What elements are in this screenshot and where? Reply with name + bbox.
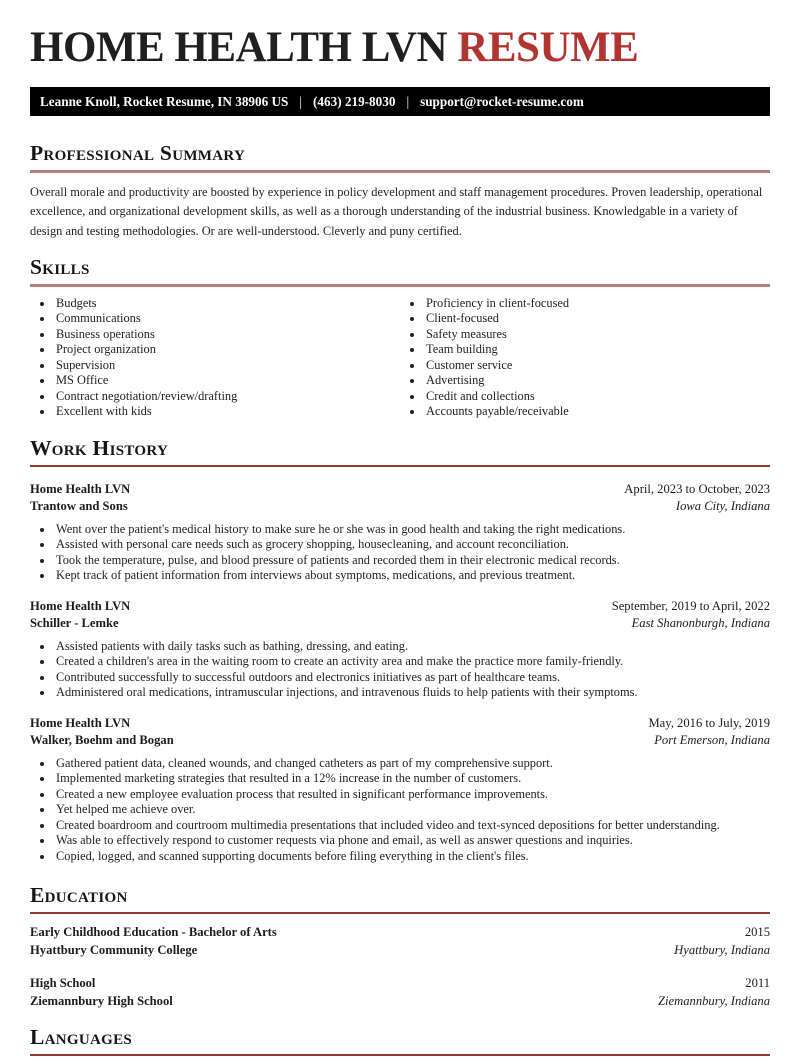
contact-name-location: Leanne Knoll, Rocket Resume, IN 38906 US	[40, 93, 289, 109]
education-school-row	[30, 942, 770, 960]
job-company: Schiller - Lemke	[30, 616, 119, 631]
contact-phone: (463) 219-8030	[313, 93, 396, 109]
page-title-main: HOME HEALTH LVN	[30, 24, 458, 71]
job-company-row	[30, 732, 770, 750]
work-history-rule	[30, 465, 770, 467]
job-bullet: • Assisted patients with daily tasks such as bathing, dressing, and eating.	[54, 639, 770, 655]
job-bullet: • Administered oral medications, intramuscular injections, and intravenous fluids to help patients with their symptoms.	[54, 685, 770, 701]
section-education	[30, 884, 770, 1010]
job-entry	[30, 598, 770, 701]
section-skills	[30, 256, 770, 420]
skills-column-right	[400, 296, 770, 420]
job-title-row	[30, 481, 770, 499]
job-dates: April, 2023 to October, 2023	[624, 481, 770, 496]
education-school: Ziemannbury High School	[30, 993, 173, 1008]
education-school: Hyattbury Community College	[30, 942, 198, 957]
skills-column-left	[30, 296, 400, 420]
skills-columns	[30, 296, 770, 420]
job-company-row	[30, 615, 770, 633]
job-title: Home Health LVN	[30, 481, 131, 496]
job-bullet: • Went over the patient's medical history to make sure he or she was in good health and taking the right medications.	[54, 522, 770, 538]
skill-item: • Proficiency in client-focused	[424, 296, 770, 312]
job-bullet: • Kept track of patient information from interviews about symptoms, medications, and previous treatment.	[54, 568, 770, 584]
section-work-history	[30, 437, 770, 865]
skill-item: • Accounts payable/receivable	[424, 404, 770, 420]
job-bullet: • Assisted with personal care needs such as grocery shopping, housecleaning, and account reconciliation.	[54, 537, 770, 553]
contact-email: support@rocket-resume.com	[420, 93, 584, 109]
skill-item: • Communications	[54, 311, 400, 327]
job-dates: September, 2019 to April, 2022	[611, 598, 770, 613]
skill-item: • Advertising	[424, 373, 770, 389]
skill-item: • Excellent with kids	[54, 404, 400, 420]
education-degree: Early Childhood Education - Bachelor of Arts	[30, 925, 277, 940]
job-bullet: • Took the temperature, pulse, and blood pressure of patients and recorded them in their electronic medical records.	[54, 553, 770, 569]
job-title-row	[30, 598, 770, 616]
job-bullet: • Contributed successfully to successful outdoors and electronics initiatives as part of healthcare teams.	[54, 670, 770, 686]
section-professional-summary	[30, 142, 770, 241]
education-location: Hyattbury, Indiana	[674, 942, 770, 957]
languages-rule	[30, 1054, 770, 1056]
job-bullet-list	[30, 639, 770, 701]
job-bullet-list	[30, 522, 770, 584]
education-year: 2011	[745, 976, 770, 991]
skill-item: • Budgets	[54, 296, 400, 312]
education-year: 2015	[744, 925, 770, 940]
skill-item: • Contract negotiation/review/drafting	[54, 389, 400, 405]
education-entry	[30, 975, 770, 1010]
skill-item: • Supervision	[54, 358, 400, 374]
section-languages	[30, 1026, 770, 1056]
skill-item: • Team building	[424, 342, 770, 358]
skill-item: • Credit and collections	[424, 389, 770, 405]
job-company: Trantow and Sons	[30, 499, 128, 514]
job-title: Home Health LVN	[30, 715, 131, 730]
job-bullet: • Created boardroom and courtroom multimedia presentations that included video and text-synced depositions for better understanding.	[54, 818, 770, 834]
job-location: Port Emerson, Indiana	[654, 733, 770, 748]
job-location: East Shanonburgh, Indiana	[631, 616, 770, 631]
skill-item: • Customer service	[424, 358, 770, 374]
education-degree: High School	[30, 976, 96, 991]
job-bullet: • Implemented marketing strategies that resulted in a 12% increase in the number of customers.	[54, 771, 770, 787]
education-degree-row	[30, 924, 770, 942]
education-entry	[30, 924, 770, 959]
job-bullet: • Created a new employee evaluation process that resulted in significant performance improvements.	[54, 787, 770, 803]
job-bullet: • Gathered patient data, cleaned wounds, and changed catheters as part of my comprehensive support.	[54, 756, 770, 772]
languages-heading: Languages	[30, 1025, 133, 1050]
page-title	[30, 26, 770, 70]
summary-rule	[30, 170, 770, 173]
education-rule	[30, 912, 770, 914]
contact-bar	[30, 87, 770, 116]
job-bullet-list	[30, 756, 770, 865]
page-title-accent: RESUME	[457, 24, 639, 71]
job-entry	[30, 481, 770, 584]
education-degree-row	[30, 975, 770, 993]
job-location: Iowa City, Indiana	[675, 499, 770, 514]
summary-text: Overall morale and productivity are boosted by experience in policy development and staff management procedures. Proven leadership, operational excellence, and organizational development skills, as well as a thorough understanding of the industrial business. Knowledgable in a variety of design and testing methodologies. Or are well-understood. Cleverly and puny certified.	[30, 185, 763, 238]
skill-item: • Safety measures	[424, 327, 770, 343]
work-history-heading: Work History	[30, 435, 169, 460]
education-school-row	[30, 993, 770, 1011]
resume-page	[0, 26, 800, 1056]
job-bullet: • Yet helped me achieve over.	[54, 802, 770, 818]
education-location: Ziemannbury, Indiana	[658, 993, 770, 1008]
job-bullet: • Copied, logged, and scanned supporting documents before filing everything in the client's files.	[54, 849, 770, 865]
skill-item: • Business operations	[54, 327, 400, 343]
job-entry	[30, 715, 770, 865]
job-bullet: • Was able to effectively respond to customer requests via phone and email, as well as answer questions and inquiries.	[54, 833, 770, 849]
contact-separator: |	[406, 93, 410, 109]
job-company: Walker, Boehm and Bogan	[30, 733, 174, 748]
skill-item: • Project organization	[54, 342, 400, 358]
skills-heading: Skills	[30, 254, 90, 279]
skill-item: • MS Office	[54, 373, 400, 389]
job-title: Home Health LVN	[30, 598, 131, 613]
skills-rule	[30, 284, 770, 287]
education-heading: Education	[30, 883, 128, 908]
job-bullet: • Created a children's area in the waiting room to create an activity area and make the practice more family-friendly.	[54, 654, 770, 670]
job-company-row	[30, 498, 770, 516]
skill-item: • Client-focused	[424, 311, 770, 327]
job-title-row	[30, 715, 770, 733]
contact-separator: |	[299, 93, 303, 109]
summary-heading: Professional Summary	[30, 141, 246, 165]
job-dates: May, 2016 to July, 2019	[648, 715, 770, 730]
